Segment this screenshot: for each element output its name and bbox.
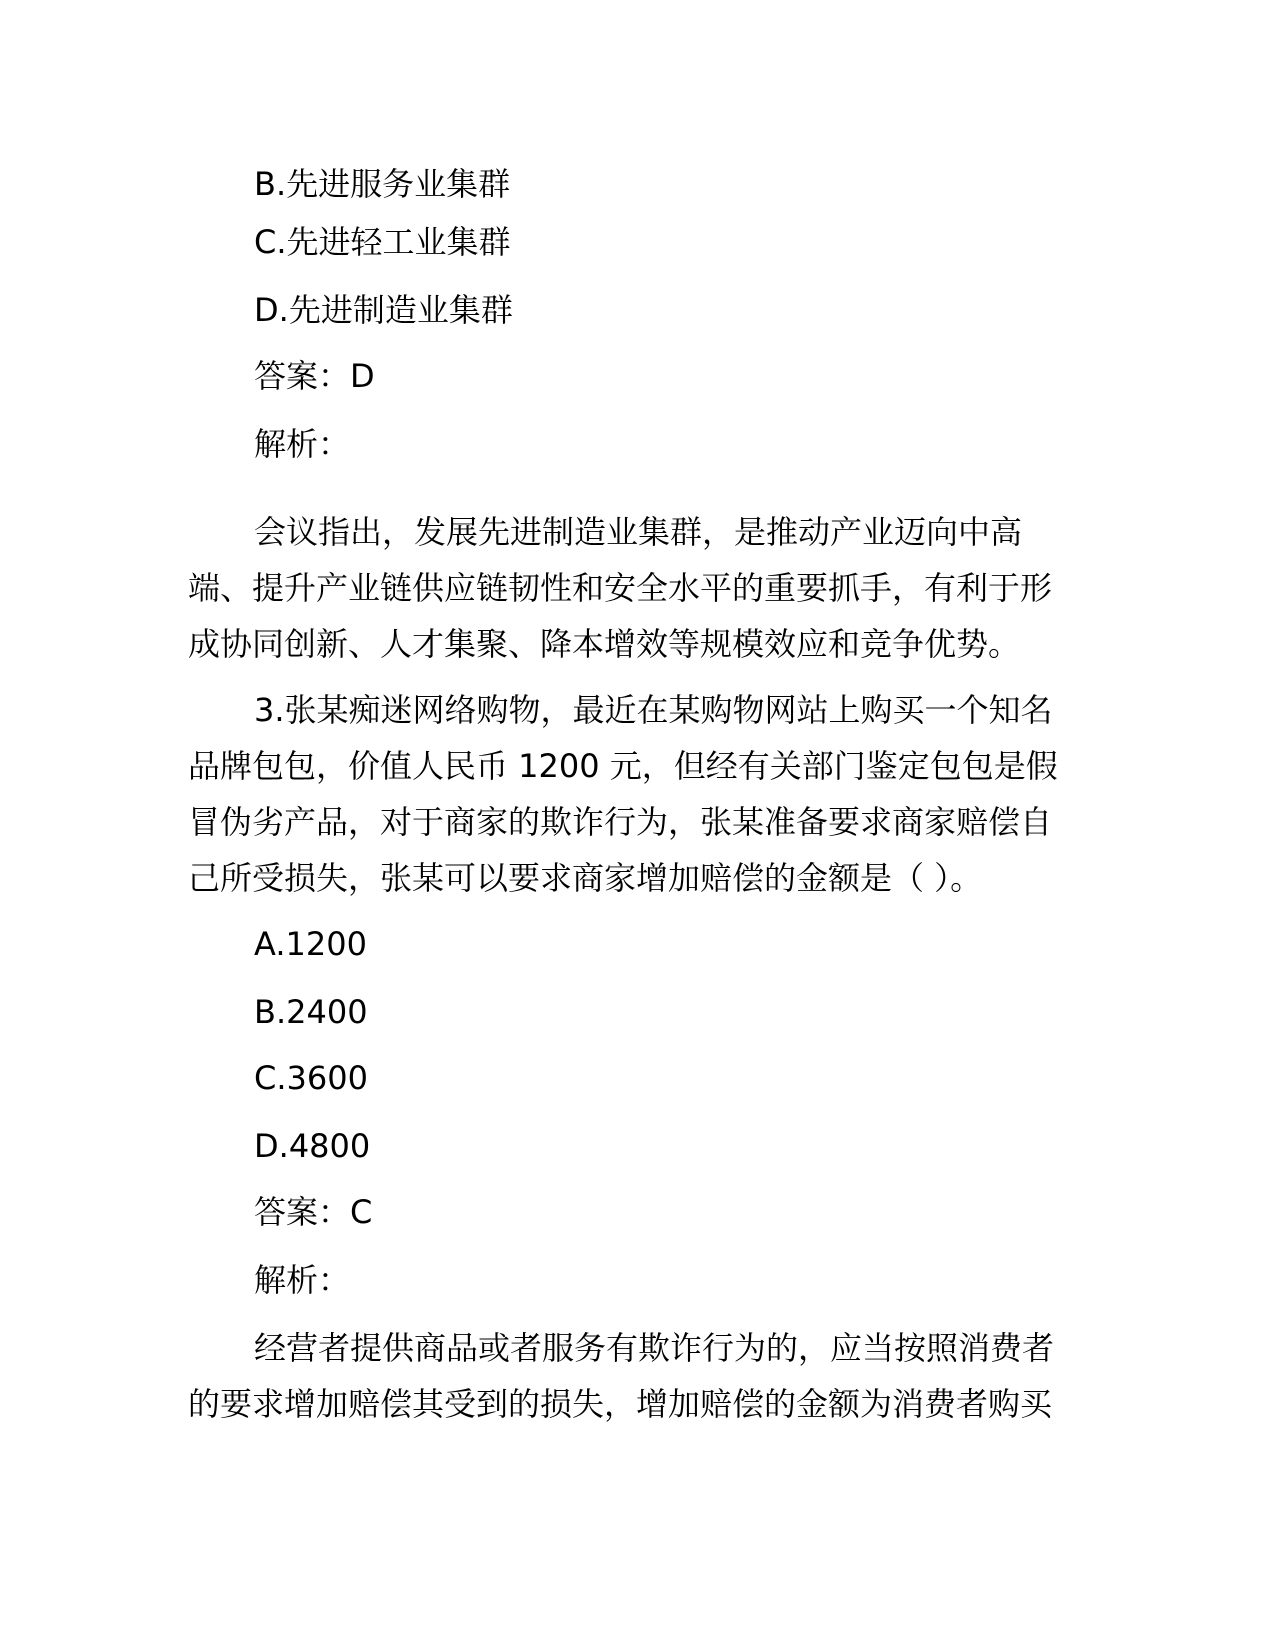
q2-analysis-line-1: 会议指出，发展先进制造业集群，是推动产业迈向中高 [254, 513, 1023, 551]
q3-answer: 答案：C [254, 1193, 373, 1231]
q3-question-line-4: 己所受损失，张某可以要求商家增加赔偿的金额是（ ）。 [188, 859, 983, 897]
q2-analysis-label: 解析： [254, 425, 351, 463]
q2-analysis-line-2: 端、提升产业链供应链韧性和安全水平的重要抓手，有利于形 [188, 569, 1053, 607]
q3-analysis-label: 解析： [254, 1261, 351, 1299]
q2-option-d: D.先进制造业集群 [254, 291, 513, 329]
q3-question-line-3: 冒伪劣产品，对于商家的欺诈行为，张某准备要求商家赔偿自 [188, 803, 1053, 841]
q2-option-b: B.先进服务业集群 [254, 165, 511, 203]
q2-analysis-line-3: 成协同创新、人才集聚、降本增效等规模效应和竞争优势。 [188, 625, 1021, 663]
q3-analysis-line-1: 经营者提供商品或者服务有欺诈行为的，应当按照消费者 [254, 1329, 1055, 1367]
q3-analysis-line-2: 的要求增加赔偿其受到的损失，增加赔偿的金额为消费者购买 [188, 1385, 1053, 1423]
q3-option-d: D.4800 [254, 1127, 371, 1165]
q3-question-line-1: 3.张某痴迷网络购物，最近在某购物网站上购买一个知名 [254, 691, 1053, 729]
q3-option-b: B.2400 [254, 993, 368, 1031]
q2-answer: 答案：D [254, 357, 375, 395]
q3-question-line-2: 品牌包包，价值人民币 1200 元，但经有关部门鉴定包包是假 [188, 747, 1058, 785]
q3-option-c: C.3600 [254, 1059, 368, 1097]
q3-option-a: A.1200 [254, 925, 367, 963]
q2-option-c: C.先进轻工业集群 [254, 223, 511, 261]
